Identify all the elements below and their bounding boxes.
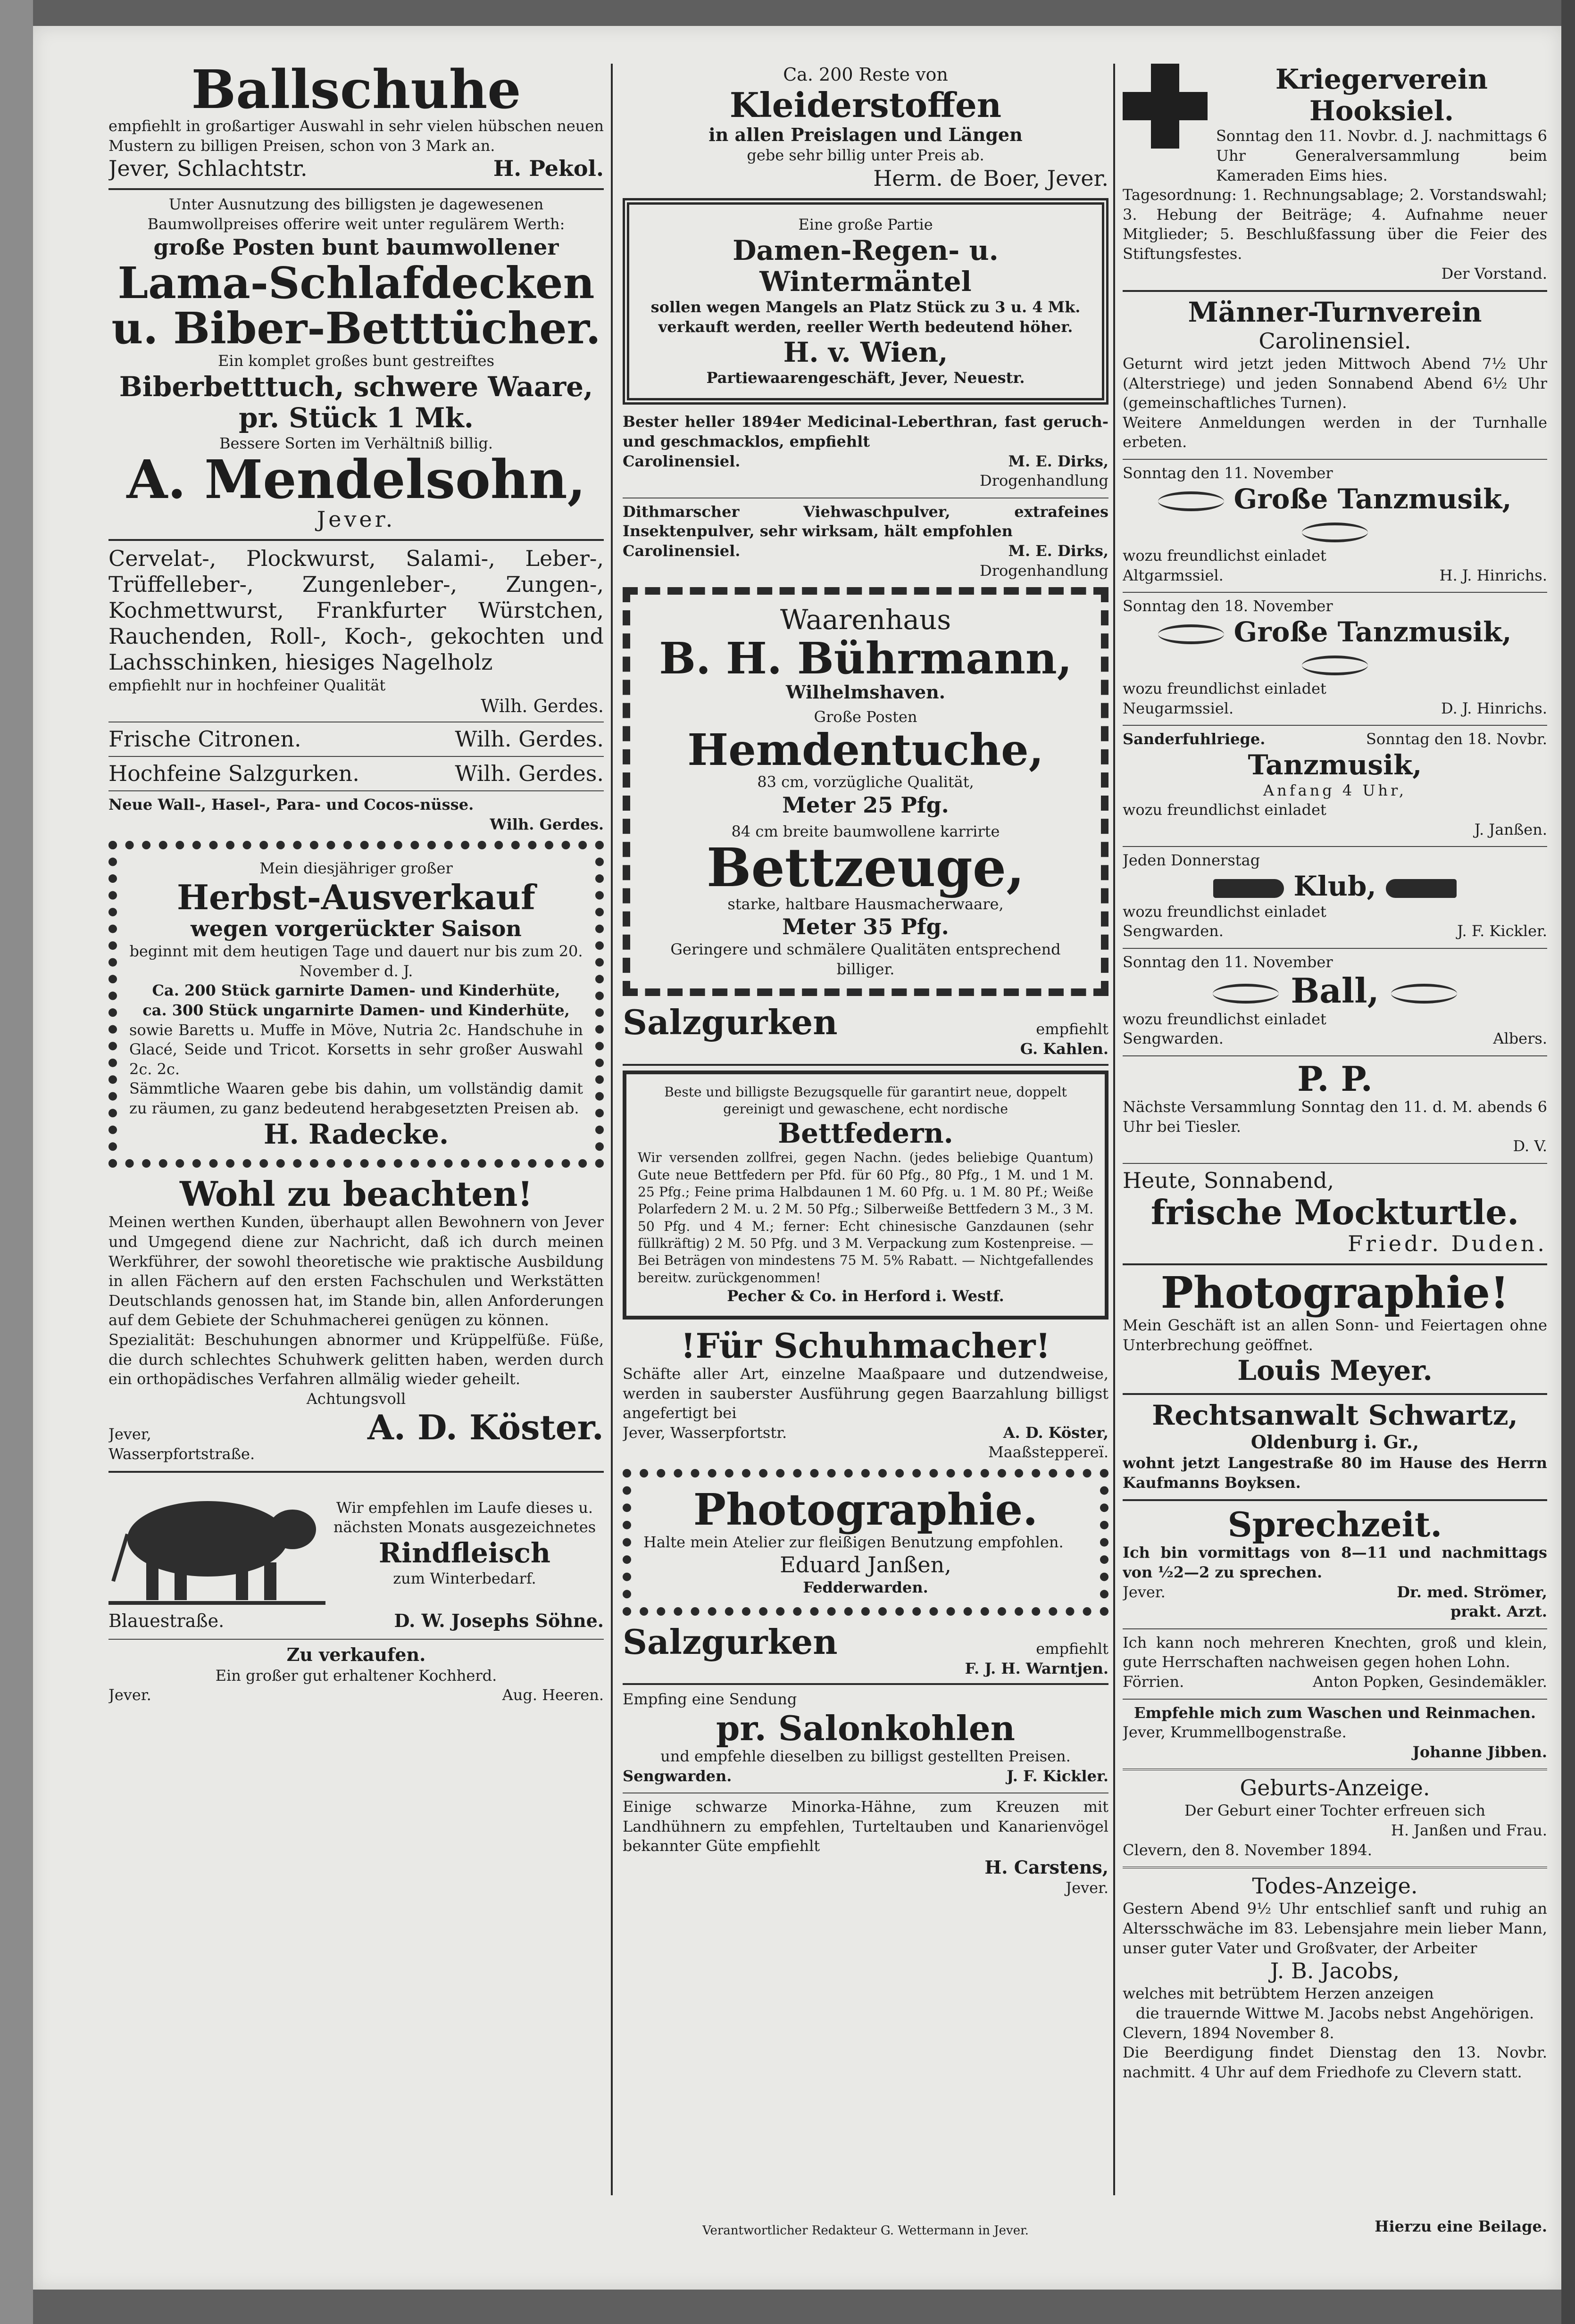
ad-title: frische Mockturtle. — [1150, 1192, 1519, 1232]
ad-intro: Mein diesjähriger großer — [259, 859, 453, 878]
ad-title: Wohl zu beachten! — [179, 1174, 533, 1214]
ad-name: J. F. Kickler. — [1457, 922, 1547, 940]
ad-place: Altgarmssiel. — [1123, 566, 1224, 584]
ad-radecke — [108, 841, 604, 1168]
ad-title: Klub, — [1293, 870, 1376, 902]
ad-text: die trauernde Wittwe M. Jacobs nebst Angehörigen. — [1135, 2004, 1534, 2022]
ad-line: Beste und billigste Bezugsquelle für garantirt neue, doppelt gereinigt und gewaschene, echt nordische — [664, 1084, 1067, 1117]
ad-title: Herbst-Ausverkauf — [177, 877, 535, 917]
ad-agenda: Tagesordnung: 1. Rechnungsablage; 2. Vorstandswahl; 3. Hebung der Beiträge; 4. Aufnahme neuer Mitglieder; 5. Beschlußfassung über die Feier des Stiftungsfestes. — [1123, 186, 1547, 263]
ad-name: H. Carstens, — [984, 1856, 1108, 1878]
column-rule-2 — [1113, 64, 1115, 2195]
iron-cross-icon — [1123, 64, 1208, 149]
ornament-icon — [1158, 624, 1224, 644]
ad-line: Geringere und schmälere Qualitäten entsprechend billiger. — [670, 940, 1061, 978]
ad-josephs — [108, 1477, 604, 1633]
ad-price: Meter 25 Pfg. — [782, 792, 949, 818]
ad-title: Todes-Anzeige. — [1252, 1873, 1418, 1899]
divider — [108, 188, 604, 190]
ad-name: Friedr. Duden. — [1348, 1231, 1547, 1257]
ad-text: Der Geburt einer Tochter erfreuen sich — [1184, 1801, 1485, 1820]
ad-kriegerverein — [1123, 64, 1547, 283]
ad-ball — [1123, 953, 1547, 1049]
ad-name: Pecher & Co. in Herford i. Westf. — [727, 1287, 1004, 1305]
ad-name: G. Kahlen. — [1020, 1040, 1108, 1058]
ad-headline: u. Biber-Betttücher. — [111, 303, 601, 354]
ad-date: Sonntag den 11. November — [1123, 464, 1333, 482]
ad-text: sowie Baretts u. Muffe in Möve, Nutria 2c. Handschuhe in Glacé, Seide und Tricot. Korsetts in sehr großer Auswahl 2c. 2c. — [129, 1021, 583, 1078]
ad-ballschuhe — [108, 64, 604, 182]
ad-text: Ein großer gut erhaltener Kochherd. — [215, 1666, 497, 1685]
ad-line: Ein komplet großes bunt gestreiftes — [218, 351, 494, 370]
ad-text: Wir versenden zollfrei, gegen Nachn. (jedes beliebige Quantum) Gute neue Bettfedern per Pfd. für 60 Pfg., 80 Pfg., 1 M. und 1 M. 25 Pfg.; Feine prima Halbdaunen 1 M. 60 Pfg. u. 1 M. 80 Pf.; Weiße Polarfedern 2 M. u. 2 M. 50 Pfg.; Silberweiße Bettfedern 3 M., 3 M. 50 Pfg. und 4 M.; ferner: Echt chinesische Ganzdaunen (sehr füllkräftig) 2 M. 50 Pfg. und 3 M. Verpackung zum Kostenpreise. — Bei Beträgen von mindestens 75 M. 5% Rabatt. — Nichtgefallendes bereitw. zurückgenommen! — [638, 1150, 1093, 1286]
newspaper-page — [33, 26, 1561, 2290]
ad-name: B. H. Bührmann, — [659, 632, 1072, 684]
ad-title: Kleiderstoffen — [729, 84, 1002, 125]
ad-place: Jever, Wasserpfortstr. — [623, 1423, 787, 1442]
ornament-icon — [1391, 984, 1457, 1004]
ad-duden — [1123, 1168, 1547, 1257]
ad-place: Carolinensiel. — [1258, 328, 1411, 354]
ad-date: Jeden Donnerstag — [1123, 851, 1260, 870]
pointing-hand-icon — [1386, 879, 1457, 898]
ad-name: J. Janßen. — [1474, 820, 1547, 838]
ad-text: Ich kann noch mehreren Knechten, groß und klein, gute Herrschaften nachweisen gegen hohen Lohn. — [1123, 1633, 1547, 1671]
ad-sub: Partiewaarengeschäft, Jever, Neuestr. — [706, 368, 1025, 387]
ad-place: Jever, Schlachtstr. — [108, 156, 308, 182]
ad-place: Sanderfuhlriege. — [1123, 730, 1266, 748]
ad-item: Neue Wall-, Hasel-, Para- und Cocos-nüsse. — [108, 796, 474, 814]
ad-dirks-2 — [623, 502, 1108, 581]
ad-line: starke, haltbare Hausmacherwaare, — [727, 895, 1004, 913]
ad-name: H. Pekol. — [493, 156, 604, 182]
ad-name: A. D. Köster. — [367, 1407, 604, 1448]
ad-title: Sprechzeit. — [1227, 1504, 1442, 1545]
ad-place: Jever. — [1066, 1879, 1108, 1897]
ad-name: D. V. — [1513, 1137, 1547, 1155]
ornament-icon — [1158, 491, 1224, 511]
ad-line: Waarenhaus — [780, 604, 951, 636]
ad-name: D. J. Hinrichs. — [1441, 699, 1547, 717]
ad-carstens — [623, 1797, 1108, 1898]
ad-place: Fedderwarden. — [803, 1578, 928, 1597]
ad-sub: prakt. Arzt. — [1450, 1602, 1547, 1621]
divider — [108, 1471, 604, 1473]
ad-text: sollen wegen Mangels an Platz Stück zu 3 u. 4 Mk. verkauft werden, reeller Werth bedeutend höher. — [650, 298, 1081, 336]
ad-text: wohnt jetzt Langestraße 80 im Hause des Herrn Kaufmanns Boyksen. — [1123, 1453, 1547, 1492]
ad-name: M. E. Dirks, — [1008, 452, 1108, 470]
ad-line: 84 cm breite baumwollene karrirte — [731, 822, 1000, 840]
ornament-icon — [1302, 656, 1368, 675]
ad-title: Salzgurken — [623, 1621, 838, 1662]
ad-title: Bettfedern. — [778, 1117, 953, 1150]
ad-turnverein — [1123, 297, 1547, 452]
ad-text: ca. 300 Stück ungarnirte Damen- und Kinderhüte, — [142, 1001, 570, 1020]
ad-text: Sämmtliche Waaren gebe bis dahin, um vollständig damit zu räumen, zu ganz bedeutend herabgesetzten Preisen ab. — [129, 1079, 583, 1117]
ad-name: Aug. Heeren. — [502, 1686, 604, 1704]
ad-title: Große Tanzmusik, — [1233, 482, 1512, 515]
ad-place: Oldenburg i. Gr., — [1250, 1431, 1419, 1453]
ad-place: Wilhelmshaven. — [785, 681, 946, 703]
ad-place: Sengwarden. — [1123, 1029, 1224, 1048]
ad-price: Meter 35 Pfg. — [782, 914, 949, 940]
ad-title: Photographie. — [693, 1484, 1038, 1535]
ad-line: Große Posten — [814, 707, 917, 726]
ad-name: J. B. Jacobs, — [1270, 1958, 1400, 1984]
ad-name: M. E. Dirks, — [1008, 541, 1108, 560]
ad-title: Rechtsanwalt Schwartz, — [1152, 1399, 1518, 1431]
column-3 — [1123, 64, 1547, 2205]
ad-sub: zum Winterbedarf. — [393, 1569, 536, 1587]
column-2 — [623, 64, 1108, 2205]
ad-text: Weitere Anmeldungen werden in der Turnhalle erbeten. — [1123, 413, 1547, 451]
ad-text: Geturnt wird jetzt jeden Mittwoch Abend 7½ Uhr (Alterstriege) und jeden Sonnabend Abend 6½ Uhr (gemeinschaftliches Turnen). — [1123, 355, 1547, 412]
ad-place: Sengwarden. — [623, 1767, 732, 1785]
ad-sub: empfiehlt nur in hochfeiner Qualität — [108, 676, 386, 694]
ad-name: Herm. de Boer, Jever. — [873, 165, 1108, 191]
ad-place: Carolinensiel. — [623, 452, 741, 470]
ad-name: H. Janßen und Frau. — [1391, 1821, 1547, 1840]
ad-name: Eduard Janßen, — [780, 1552, 951, 1578]
ad-dirks-1 — [623, 412, 1108, 490]
ad-tanzmusik-2 — [1123, 597, 1547, 718]
ad-name: Dr. med. Strömer, — [1397, 1583, 1547, 1601]
ad-sub: Drogenhandlung — [980, 472, 1108, 490]
ad-text: Die Beerdigung findet Dienstag den 13. Novbr. nachmitt. 4 Uhr auf dem Friedhofe zu Clevern statt. — [1123, 2043, 1547, 2081]
ad-special: Spezialität: Beschuhungen abnormer und Krüppelfüße. Füße, die durch schlechtes Schuhwerk gelitten haben, werden durch ein orthopädisches Verfahren allmälig wieder geheilt. — [108, 1331, 604, 1388]
editor-footer: Verantwortlicher Redakteur G. Wettermann in Jever. — [702, 2224, 1029, 2238]
ad-title: Photographie! — [1160, 1267, 1509, 1319]
ad-tanzmusik-3 — [1123, 730, 1547, 839]
ad-line: Bessere Sorten im Verhältniß billig. — [219, 434, 493, 452]
ad-item: Frische Citronen. — [108, 726, 301, 752]
ad-title: Geburts-Anzeige. — [1240, 1775, 1430, 1801]
ad-geburt — [1123, 1775, 1547, 1860]
ad-klub — [1123, 851, 1547, 941]
ad-title: pr. Salonkohlen — [716, 1708, 1015, 1748]
ad-title: Damen-Regen- u. Wintermäntel — [733, 234, 999, 298]
ad-place: Jever, Wasserpfortstraße. — [108, 1425, 255, 1463]
ad-sub: wozu freundlichst einladet — [1123, 902, 1326, 921]
page-edge-left — [0, 0, 33, 2324]
ad-place: Jever, Krummellbogenstraße. — [1123, 1723, 1347, 1742]
ad-stroemer — [1123, 1506, 1547, 1622]
ad-date: Sonntag den 18. November — [1123, 597, 1333, 615]
ad-title: Salzgurken — [623, 1002, 838, 1043]
page-edge-right — [1561, 0, 1575, 2324]
ad-text: Mein Geschäft ist an allen Sonn- und Feiertagen ohne Unterbrechung geöffnet. — [1123, 1316, 1547, 1354]
ad-mendelsohn — [108, 195, 604, 532]
ad-text: welches mit betrübtem Herzen anzeigen — [1123, 1984, 1434, 2003]
ad-price: pr. Stück 1 Mk. — [239, 402, 474, 434]
pointing-hand-icon — [1213, 879, 1284, 898]
ad-headline: Lama-Schlafdecken — [117, 257, 595, 308]
ad-tanzmusik-1 — [1123, 464, 1547, 585]
ad-name: Wilh. Gerdes. — [481, 696, 604, 717]
ad-tod — [1123, 1873, 1547, 2082]
ad-sub: wozu freundlichst einladet — [1123, 801, 1326, 819]
ad-text: Dithmarscher Viehwaschpulver, extrafeines Insektenpulver, sehr wirksam, hält empfohlen — [623, 502, 1108, 540]
ad-place: Jever. — [1123, 1583, 1166, 1601]
ad-name: Johanne Jibben. — [1412, 1743, 1547, 1761]
ad-sub: wozu freundlichst einladet — [1123, 1010, 1326, 1028]
ad-date: Clevern, 1894 November 8. — [1123, 2024, 1334, 2042]
ad-text: Meinen werthen Kunden, überhaupt allen Bewohnern von Jever und Umgegend diene zur Nachricht, daß ich durch meinen Werkführer, der sowohl theoretische wie praktische Ausbildung in allen Fächern auf den ersten Fachschulen und Werkstätten Deutschlands genossen hat, im Stande bin, allen Anforderungen auf dem Gebiete der Schuhmacherei genügen zu können. — [108, 1213, 604, 1329]
ad-line: Heute, Sonnabend, — [1123, 1167, 1334, 1193]
ad-text: Gestern Abend 9½ Uhr entschlief sanft und ruhig an Altersschwäche im 83. Lebensjahre mein lieber Mann, unser guter Vater und Großvater, der Arbeiter — [1123, 1900, 1547, 1957]
ad-name: H. Radecke. — [263, 1118, 449, 1150]
ad-text: Cervelat-, Plockwurst, Salami-, Leber-, Trüffelleber-, Zungenleber-, Zungen-, Kochmettwurst, Frankfurter Würstchen, Rauchenden, Roll-, Koch-, gekochten und Lachsschinken, hiesiges Nagelholz — [108, 545, 604, 675]
ad-warntjen — [623, 1623, 1108, 1678]
ad-date: Clevern, den 8. November 1894. — [1123, 1841, 1372, 1859]
ad-name: Anton Popken, Gesindemäkler. — [1312, 1672, 1547, 1691]
ad-deboer — [623, 64, 1108, 191]
ad-koester — [108, 1175, 604, 1464]
ad-meyer — [1123, 1267, 1547, 1387]
ad-line: und empfehle dieselben zu billigst gestellten Preisen. — [660, 1747, 1071, 1765]
ad-title: Ball, — [1291, 971, 1379, 1011]
ad-sub: Drogenhandlung — [980, 561, 1108, 580]
ad-name: Der Vorstand. — [1441, 264, 1547, 282]
ad-time: Anfang 4 Uhr, — [1263, 781, 1407, 799]
ad-name: Louis Meyer. — [1237, 1354, 1433, 1387]
ad-line: Empfing eine Sendung — [623, 1690, 797, 1709]
ad-place: Sengwarden. — [1123, 922, 1224, 940]
ad-line: gebe sehr billig unter Preis ab. — [747, 146, 984, 165]
ad-buehrmann — [623, 587, 1108, 996]
ad-name: Albers. — [1493, 1029, 1547, 1048]
ad-heeren — [108, 1643, 604, 1705]
ad-koester-2 — [623, 1327, 1108, 1462]
ad-text: Einige schwarze Minorka-Hähne, zum Kreuzen mit Landhühnern zu empfehlen, Turteltauben und Kanarienvögel bekannter Güte empfiehlt — [623, 1798, 1108, 1855]
ad-text: Nächste Versammlung Sonntag den 11. d. M. abends 6 Uhr bei Tiesler. — [1123, 1097, 1547, 1136]
ad-place: Blauestraße. — [108, 1610, 225, 1631]
ad-item: Rindfleisch — [378, 1537, 551, 1569]
ad-title: Große Tanzmusik, — [1233, 615, 1512, 648]
ad-date: Sonntag den 11. November — [1123, 953, 1333, 971]
ad-title: Tanzmusik, — [1248, 748, 1422, 781]
ad-wien — [623, 198, 1108, 405]
ad-item: Bettzeuge, — [706, 837, 1025, 899]
divider — [108, 539, 604, 541]
column-1 — [108, 64, 604, 2205]
ad-title: Männer-Turnverein — [1188, 296, 1482, 329]
ad-place: Förrien. — [1123, 1672, 1184, 1691]
ad-place: Jever. — [317, 506, 396, 532]
ad-title: Zu verkaufen. — [286, 1644, 426, 1666]
ad-place: Jever. — [108, 1686, 151, 1704]
ad-jibben — [1123, 1703, 1547, 1762]
ad-name: J. F. Kickler. — [1007, 1767, 1108, 1785]
ad-kahlen — [623, 1004, 1108, 1059]
ad-title: Kriegerverein Hooksiel. — [1275, 64, 1488, 127]
ad-pp — [1123, 1060, 1547, 1156]
ad-name: Wilh. Gerdes. — [490, 815, 604, 833]
ad-pecher — [623, 1071, 1108, 1320]
ad-text: Schäfte aller Art, einzelne Maaßpaare und dutzendweise, werden in sauberster Ausführung gegen Baarzahlung billigst angefertigt bei — [623, 1365, 1108, 1422]
ad-line: Ca. 200 Reste von — [783, 64, 948, 85]
ad-sub: wozu freundlichst einladet — [1123, 546, 1326, 564]
ad-title: !Für Schuhmacher! — [680, 1325, 1051, 1366]
ad-name: F. J. H. Warntjen. — [965, 1659, 1108, 1677]
ad-sub: empfiehlt — [1036, 1020, 1108, 1038]
ad-text: Halte mein Atelier zur fleißigen Benutzung empfohlen. — [643, 1533, 1064, 1551]
ad-item: Hemdentuche, — [687, 724, 1044, 775]
ad-popken — [1123, 1633, 1547, 1692]
ad-name: A. Mendelsohn, — [126, 448, 586, 511]
ad-item: Hochfeine Salzgurken. — [108, 760, 359, 786]
ad-name: A. D. Köster, — [1003, 1423, 1108, 1442]
ad-text: Empfehle mich zum Waschen und Reinmachen. — [1134, 1703, 1536, 1722]
ad-name: Wilh. Gerdes. — [455, 726, 604, 752]
ad-text: beginnt mit dem heutigen Tage und dauert nur bis zum 20. November d. J. — [129, 942, 583, 980]
ad-title: P. P. — [1297, 1058, 1373, 1099]
ad-sub: empfiehlt — [1036, 1639, 1108, 1658]
ad-text: Ca. 200 Stück garnirte Damen- und Kinderhüte, — [152, 981, 560, 1000]
ad-schwartz — [1123, 1400, 1547, 1493]
ad-text: Ich bin vormittags von 8—11 und nachmittags von ½2—2 zu sprechen. — [1123, 1544, 1547, 1581]
ornament-icon — [1302, 523, 1368, 542]
ornament-icon — [1213, 984, 1279, 1004]
ad-text: Sonntag den 11. Novbr. d. J. nachmittags 6 Uhr Generalversammlung beim Kameraden Eims hies. — [1216, 127, 1547, 184]
column-rule-1 — [611, 64, 613, 2195]
ad-name: H. v. Wien, — [783, 336, 948, 369]
ad-line: Biberbetttuch, schwere Waare, — [119, 370, 593, 403]
ad-text: empfiehlt in großartiger Auswahl in sehr vielen hübschen neuen Mustern zu billigen Preisen, schon von 3 Mark an. — [108, 117, 604, 155]
ad-line: große Posten bunt baumwollener — [153, 234, 559, 260]
ad-title: Ballschuhe — [191, 64, 521, 121]
ad-intro: Unter Ausnutzung des billigsten je dagewesenen Baumwollpreises offerire weit unter regulärem Werth: — [147, 195, 565, 233]
ad-line: Eine große Partie — [798, 215, 933, 233]
ad-janssen — [623, 1469, 1108, 1616]
ad-sub: Maaßsteppereï. — [988, 1443, 1108, 1461]
ad-sub: wozu freundlichst einladet — [1123, 680, 1326, 698]
ad-text: Wir empfehlen im Laufe dieses u. nächsten Monats ausgezeichnetes — [333, 1498, 596, 1536]
ad-kickler — [623, 1690, 1108, 1786]
ad-name: H. J. Hinrichs. — [1439, 566, 1547, 584]
ad-greet: Achtungsvoll — [306, 1389, 406, 1408]
ad-name: Wilh. Gerdes. — [455, 760, 604, 786]
ox-illustration — [108, 1477, 325, 1610]
supplement-note: Hierzu eine Beilage. — [1375, 2217, 1547, 2235]
ad-line: 83 cm, vorzügliche Qualität, — [757, 773, 974, 791]
ad-date: Sonntag den 18. Novbr. — [1366, 730, 1547, 748]
ad-text: Bester heller 1894er Medicinal-Leberthran, fast geruch- und geschmacklos, empfiehlt — [623, 413, 1108, 450]
ad-place: Neugarmssiel. — [1123, 699, 1234, 717]
ad-gerdes — [108, 546, 604, 835]
ad-place: Carolinensiel. — [623, 541, 741, 560]
ad-sub: wegen vorgerückter Saison — [191, 916, 522, 942]
ad-line: in allen Preislagen und Längen — [708, 124, 1023, 145]
ad-name: D. W. Josephs Söhne. — [394, 1610, 604, 1631]
